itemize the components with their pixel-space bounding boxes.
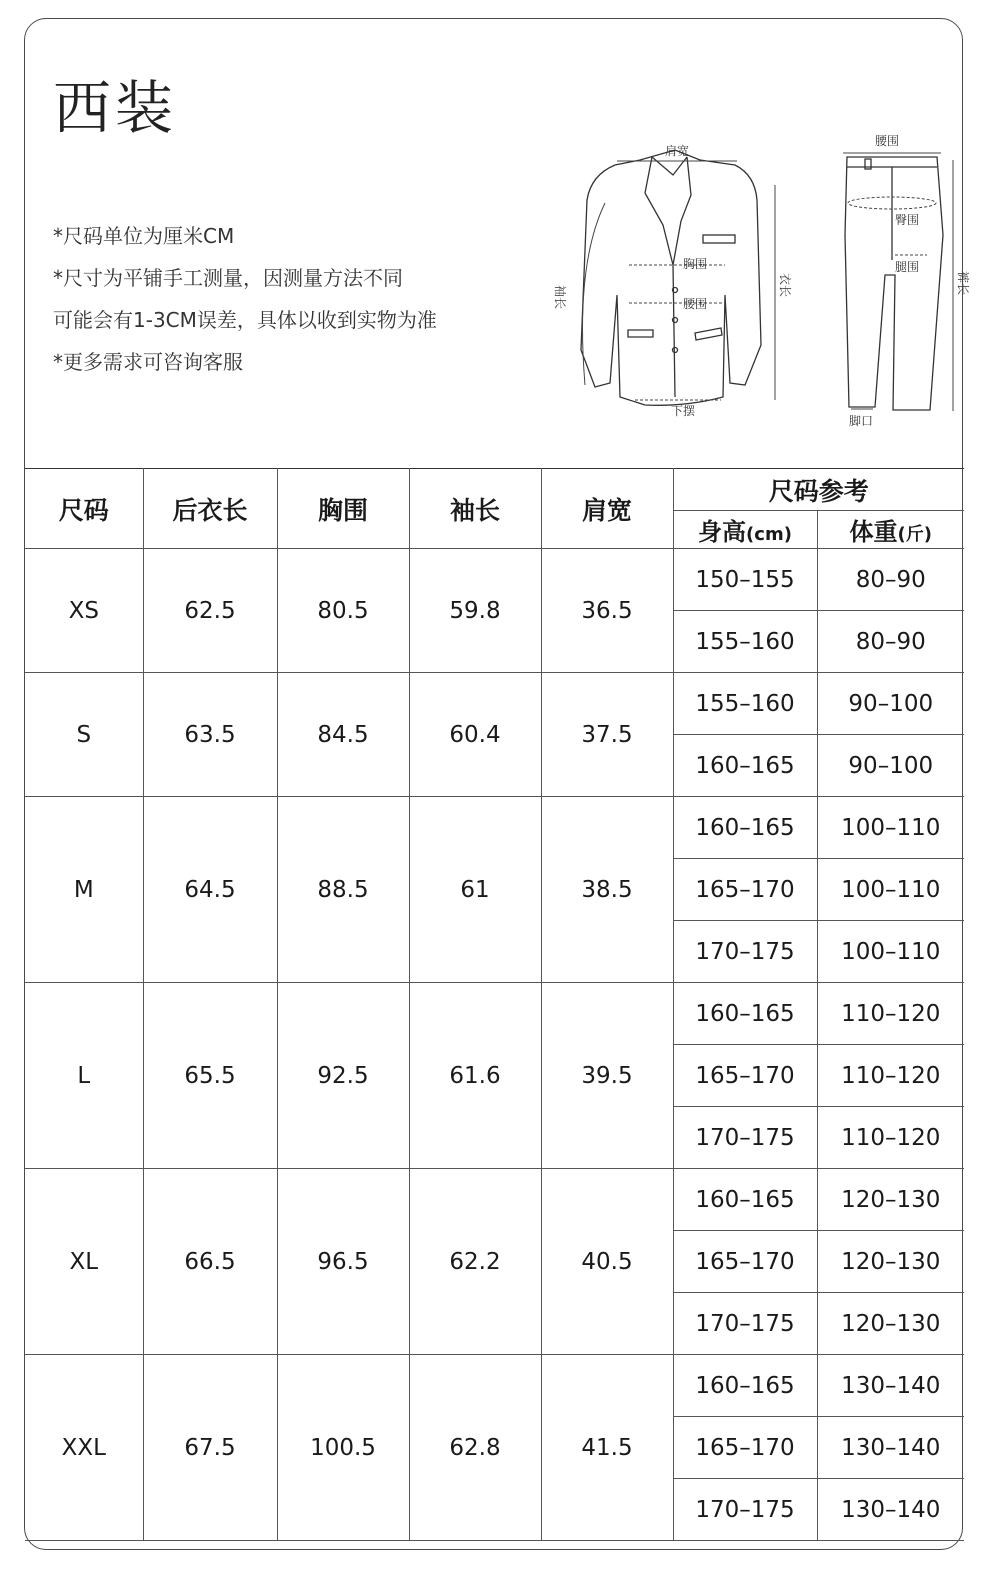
note-line: *更多需求可咨询客服 bbox=[53, 350, 243, 374]
cell-chest: 84.5 bbox=[277, 673, 409, 797]
table-row bbox=[25, 673, 964, 735]
label-pants-waist: 腰围 bbox=[875, 134, 900, 148]
cell-chest: 100.5 bbox=[277, 1355, 409, 1541]
cell-height: 160–165 bbox=[673, 1169, 817, 1231]
cell-weight: 130–140 bbox=[817, 1479, 964, 1541]
cell-height: 160–165 bbox=[673, 1355, 817, 1417]
label-waist: 腰围 bbox=[683, 297, 708, 311]
label-ankle: 脚口 bbox=[849, 414, 874, 428]
cell-size: S bbox=[25, 673, 143, 797]
cell-chest: 88.5 bbox=[277, 797, 409, 983]
height-unit: (cm) bbox=[746, 524, 792, 545]
cell-weight: 130–140 bbox=[817, 1355, 964, 1417]
cell-back-length: 65.5 bbox=[143, 983, 277, 1169]
cell-weight: 120–130 bbox=[817, 1169, 964, 1231]
col-header-sleeve: 袖长 bbox=[409, 469, 541, 549]
cell-height: 150–155 bbox=[673, 549, 817, 611]
label-pants-length: 裤长 bbox=[956, 271, 970, 296]
measurement-notes bbox=[53, 215, 437, 383]
cell-shoulder: 39.5 bbox=[541, 983, 673, 1169]
cell-sleeve: 60.4 bbox=[409, 673, 541, 797]
cell-weight: 90–100 bbox=[817, 673, 964, 735]
cell-back-length: 62.5 bbox=[143, 549, 277, 673]
label-sleeve: 袖长 bbox=[553, 285, 567, 310]
cell-weight: 100–110 bbox=[817, 859, 964, 921]
cell-chest: 80.5 bbox=[277, 549, 409, 673]
label-chest: 胸围 bbox=[683, 257, 708, 271]
label-length: 衣长 bbox=[778, 273, 792, 298]
cell-weight: 110–120 bbox=[817, 1045, 964, 1107]
col-header-reference: 尺码参考 bbox=[673, 469, 964, 511]
garment-illustration bbox=[525, 115, 970, 435]
note-line: *尺码单位为厘米CM bbox=[53, 224, 235, 248]
cell-back-length: 66.5 bbox=[143, 1169, 277, 1355]
size-chart-card bbox=[24, 18, 970, 1550]
size-table bbox=[25, 468, 964, 1541]
pants-illustration bbox=[845, 157, 943, 410]
cell-shoulder: 38.5 bbox=[541, 797, 673, 983]
cell-weight: 80–90 bbox=[817, 549, 964, 611]
cell-size: L bbox=[25, 983, 143, 1169]
col-header-shoulder: 肩宽 bbox=[541, 469, 673, 549]
cell-back-length: 67.5 bbox=[143, 1355, 277, 1541]
weight-label: 体重 bbox=[849, 518, 898, 546]
cell-height: 170–175 bbox=[673, 1479, 817, 1541]
jacket-illustration bbox=[581, 150, 761, 405]
cell-height: 165–170 bbox=[673, 1045, 817, 1107]
cell-weight: 110–120 bbox=[817, 983, 964, 1045]
cell-size: XL bbox=[25, 1169, 143, 1355]
cell-height: 165–170 bbox=[673, 859, 817, 921]
cell-height: 155–160 bbox=[673, 673, 817, 735]
cell-sleeve: 61 bbox=[409, 797, 541, 983]
label-hem: 下摆 bbox=[671, 404, 696, 418]
cell-sleeve: 62.2 bbox=[409, 1169, 541, 1355]
label-shoulder: 肩宽 bbox=[665, 144, 690, 158]
cell-sleeve: 62.8 bbox=[409, 1355, 541, 1541]
pants-measure-lines bbox=[843, 153, 953, 411]
cell-sleeve: 59.8 bbox=[409, 549, 541, 673]
cell-height: 160–165 bbox=[673, 735, 817, 797]
cell-size: XS bbox=[25, 549, 143, 673]
cell-back-length: 64.5 bbox=[143, 797, 277, 983]
table-row bbox=[25, 797, 964, 859]
label-thigh: 腿围 bbox=[895, 260, 920, 274]
cell-weight: 100–110 bbox=[817, 921, 964, 983]
cell-weight: 100–110 bbox=[817, 797, 964, 859]
table-row bbox=[25, 1169, 964, 1231]
cell-back-length: 63.5 bbox=[143, 673, 277, 797]
cell-weight: 110–120 bbox=[817, 1107, 964, 1169]
cell-size: M bbox=[25, 797, 143, 983]
cell-height: 170–175 bbox=[673, 1293, 817, 1355]
col-header-weight bbox=[817, 511, 964, 549]
label-hip: 臀围 bbox=[895, 213, 920, 227]
table-row bbox=[25, 1355, 964, 1417]
table-row bbox=[25, 549, 964, 611]
note-line: 可能会有1-3CM误差，具体以收到实物为准 bbox=[53, 308, 437, 332]
col-header-size: 尺码 bbox=[25, 469, 143, 549]
col-header-chest: 胸围 bbox=[277, 469, 409, 549]
cell-shoulder: 40.5 bbox=[541, 1169, 673, 1355]
cell-height: 165–170 bbox=[673, 1231, 817, 1293]
cell-size: XXL bbox=[25, 1355, 143, 1541]
cell-height: 170–175 bbox=[673, 921, 817, 983]
cell-height: 165–170 bbox=[673, 1417, 817, 1479]
cell-weight: 120–130 bbox=[817, 1293, 964, 1355]
col-header-back-length: 后衣长 bbox=[143, 469, 277, 549]
cell-sleeve: 61.6 bbox=[409, 983, 541, 1169]
cell-shoulder: 41.5 bbox=[541, 1355, 673, 1541]
page-title: 西装 bbox=[53, 74, 178, 142]
cell-height: 155–160 bbox=[673, 611, 817, 673]
cell-height: 170–175 bbox=[673, 1107, 817, 1169]
cell-weight: 120–130 bbox=[817, 1231, 964, 1293]
height-label: 身高 bbox=[698, 518, 747, 546]
cell-height: 160–165 bbox=[673, 797, 817, 859]
cell-chest: 92.5 bbox=[277, 983, 409, 1169]
cell-shoulder: 37.5 bbox=[541, 673, 673, 797]
cell-height: 160–165 bbox=[673, 983, 817, 1045]
weight-unit: (斤) bbox=[897, 524, 932, 545]
cell-weight: 80–90 bbox=[817, 611, 964, 673]
cell-weight: 90–100 bbox=[817, 735, 964, 797]
col-header-height bbox=[673, 511, 817, 549]
garment-diagram bbox=[525, 115, 970, 435]
cell-shoulder: 36.5 bbox=[541, 549, 673, 673]
cell-weight: 130–140 bbox=[817, 1417, 964, 1479]
table-row bbox=[25, 983, 964, 1045]
cell-chest: 96.5 bbox=[277, 1169, 409, 1355]
note-line: *尺寸为平铺手工测量，因测量方法不同 bbox=[53, 266, 403, 290]
